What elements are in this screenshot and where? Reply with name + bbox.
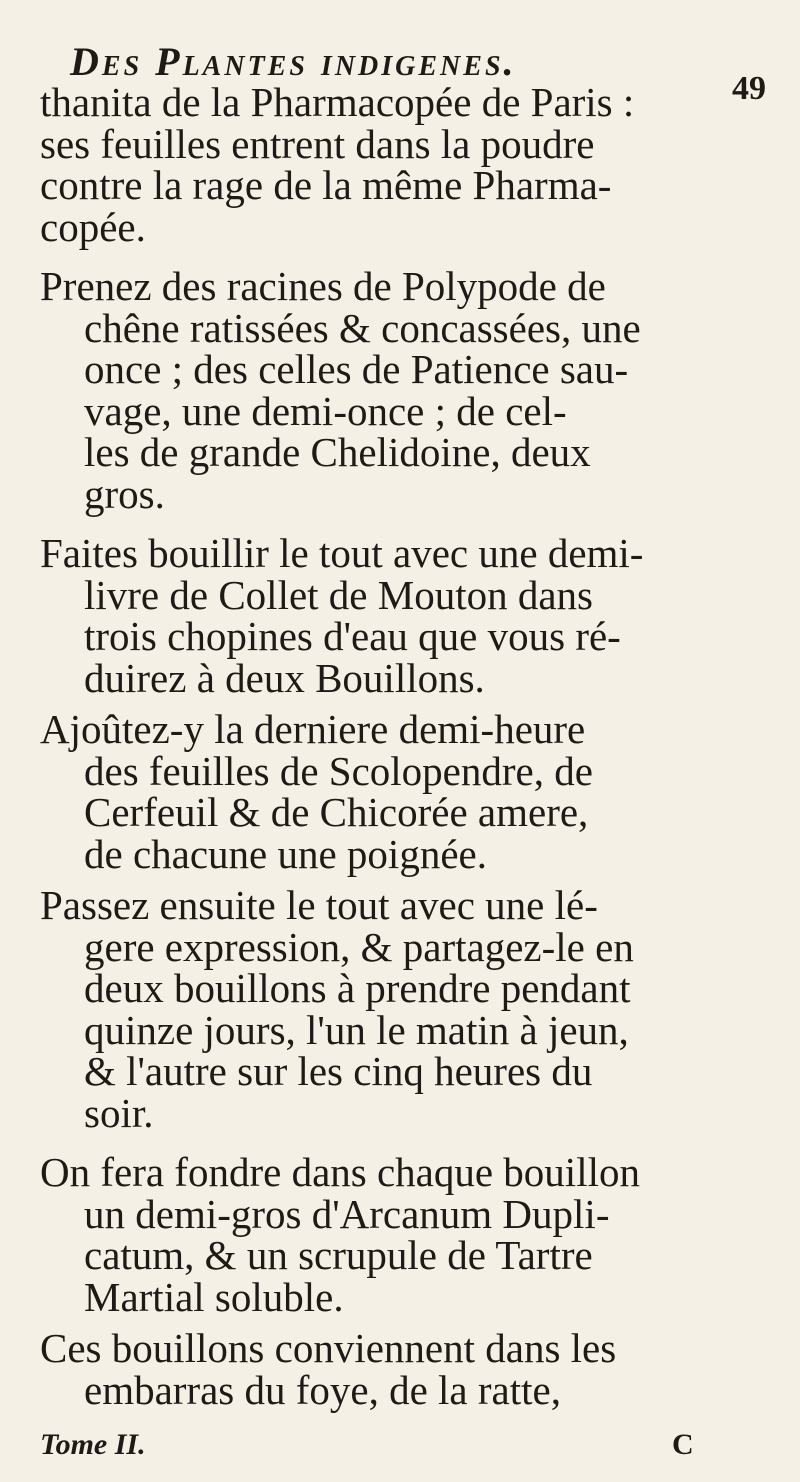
running-title: Des Plantes indigenes. bbox=[70, 39, 517, 84]
text-line: ses feuilles entrent dans la poudre bbox=[40, 120, 595, 167]
text-line: Prenez des racines de Polypode de bbox=[40, 263, 606, 309]
paragraph bbox=[40, 263, 770, 517]
text-line: vage, une demi-once ; de cel- bbox=[84, 387, 567, 434]
paragraph bbox=[40, 706, 770, 877]
volume-signature: Tome II. bbox=[40, 1428, 146, 1461]
text-line: des feuilles de Scolopendre, de bbox=[84, 747, 593, 794]
text-line: duirez à deux Bouillons. bbox=[84, 654, 485, 701]
text-line: contre la rage de la même Pharma- bbox=[40, 162, 612, 208]
page-number: 49 bbox=[732, 70, 766, 107]
paragraph bbox=[40, 882, 770, 1136]
text-line: On fera fondre dans chaque bouillon bbox=[40, 1149, 640, 1195]
text-line: gere expression, & partagez-le en bbox=[84, 923, 634, 970]
text-line: copée. bbox=[40, 203, 146, 250]
text-line: trois chopines d'eau que vous ré- bbox=[84, 613, 621, 659]
text-line: Passez ensuite le tout avec une lé- bbox=[40, 882, 598, 928]
text-line: thanita de la Pharmacopée de Paris : bbox=[40, 79, 635, 125]
text-line: gros. bbox=[84, 470, 165, 517]
text-line: Ajoûtez-y la derniere demi-heure bbox=[40, 706, 586, 752]
text-line: deux bouillons à prendre pendant bbox=[84, 965, 631, 1011]
text-line: chêne ratissées & concassées, une bbox=[84, 304, 641, 351]
text-line: once ; des celles de Patience sau- bbox=[84, 346, 629, 392]
text-line: catum, & un scrupule de Tartre bbox=[84, 1232, 593, 1278]
text-line: & l'autre sur les cinq heures du bbox=[84, 1048, 593, 1094]
paragraph bbox=[40, 1149, 770, 1320]
text-line: de chacune une poignée. bbox=[84, 830, 487, 877]
text-line: livre de Collet de Mouton dans bbox=[84, 571, 593, 618]
text-line: Faites bouillir le tout avec une demi- bbox=[40, 530, 644, 576]
text-line: Cerfeuil & de Chicorée amere, bbox=[84, 789, 589, 835]
text-line: soir. bbox=[84, 1089, 154, 1136]
text-line: quinze jours, l'un le matin à jeun, bbox=[84, 1006, 629, 1053]
text-line: Martial soluble. bbox=[84, 1273, 344, 1320]
body-text bbox=[40, 79, 770, 1413]
paragraph bbox=[40, 530, 770, 701]
text-line: Ces bouillons conviennent dans les bbox=[40, 1325, 617, 1371]
paragraph bbox=[40, 79, 770, 250]
text-line: un demi-gros d'Arcanum Dupli- bbox=[84, 1190, 610, 1237]
text-line: embarras du foye, de la ratte, bbox=[84, 1366, 561, 1413]
paragraph bbox=[40, 1325, 770, 1413]
text-line: les de grande Chelidoine, deux bbox=[84, 429, 591, 475]
gathering-signature: C bbox=[672, 1428, 694, 1461]
